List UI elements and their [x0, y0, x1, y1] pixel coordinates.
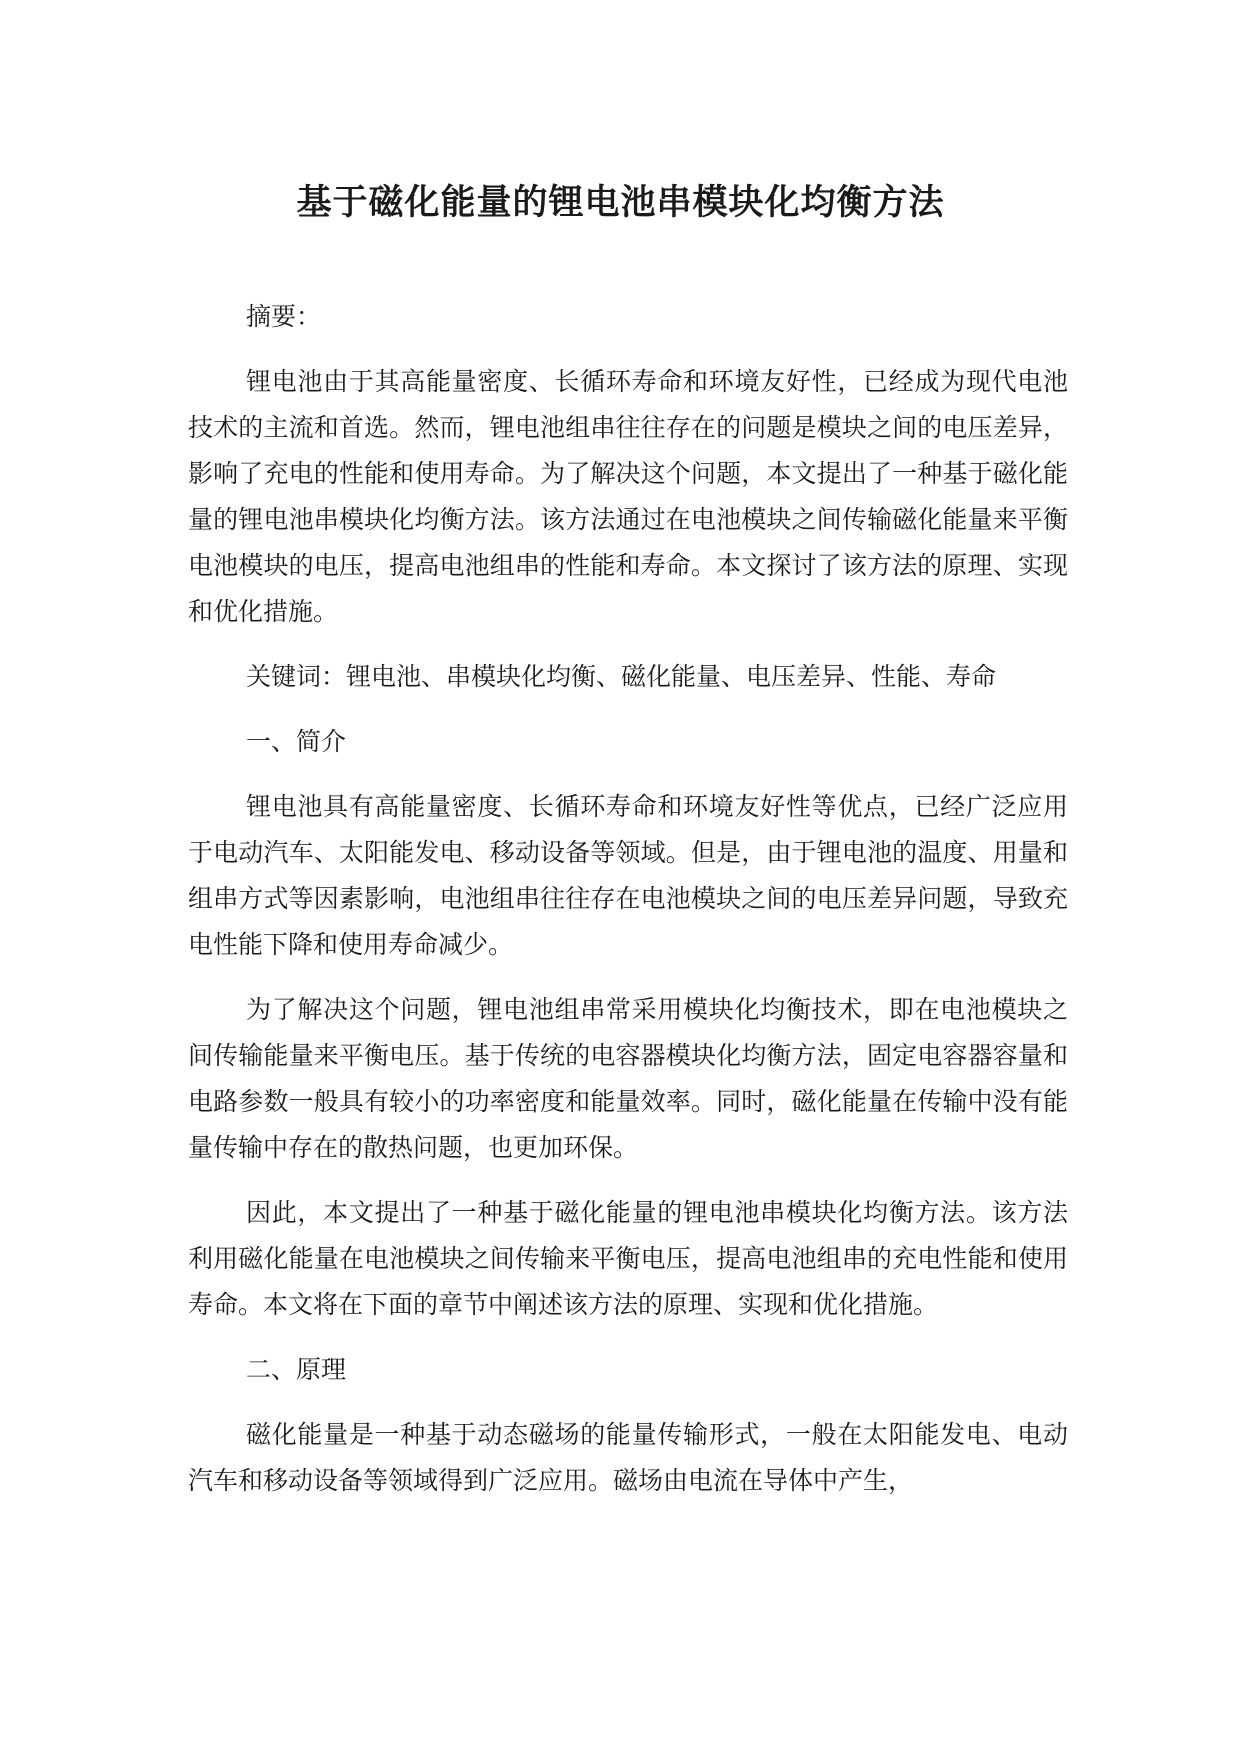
- document-title: 基于磁化能量的锂电池串模块化均衡方法: [296, 183, 945, 223]
- body-paragraph: 磁化能量是一种基于动态磁场的能量传输形式，一般在太阳能发电、电动汽车和移动设备等领域得到广泛应用。磁场由电流在导体中产生，: [188, 1420, 1068, 1495]
- body-paragraph: 为了解决这个问题，锂电池组串常采用模块化均衡技术，即在电池模块之间传输能量来平衡电压。基于传统的电容器模块化均衡方法，固定电容器容量和电路参数一般具有较小的功率密度和能量效率。同时，磁化能量在传输中没有能量传输中存在的散热问题，也更加环保。: [188, 995, 1068, 1162]
- keywords-paragraph: 关键词：锂电池、串模块化均衡、磁化能量、电压差异、性能、寿命: [246, 662, 997, 691]
- abstract-paragraph: 锂电池由于其高能量密度、长循环寿命和环境友好性，已经成为现代电池技术的主流和首选。然而，锂电池组串往往存在的问题是模块之间的电压差异，影响了充电的性能和使用寿命。为了解决这个问题，本文提出了一种基于磁化能量的锂电池串模块化均衡方法。该方法通过在电池模块之间传输磁化能量来平衡电池模块的电压，提高电池组串的性能和寿命。本文探讨了该方法的原理、实现和优化措施。: [188, 367, 1068, 626]
- body-paragraph: 锂电池具有高能量密度、长循环寿命和环境友好性等优点，已经广泛应用于电动汽车、太阳能发电、移动设备等领域。但是，由于锂电池的温度、用量和组串方式等因素影响，电池组串往往存在电池模块之间的电压差异问题，导致充电性能下降和使用寿命减少。: [188, 792, 1068, 959]
- body-paragraph: 因此，本文提出了一种基于磁化能量的锂电池串模块化均衡方法。该方法利用磁化能量在电池模块之间传输来平衡电压，提高电池组串的充电性能和使用寿命。本文将在下面的章节中阐述该方法的原理、实现和优化措施。: [188, 1198, 1068, 1319]
- section-heading-principle: 二、原理: [246, 1355, 347, 1384]
- document-body: [188, 294, 1068, 1523]
- section-heading-introduction: 一、简介: [246, 727, 347, 756]
- abstract-heading: 摘要：: [246, 302, 322, 331]
